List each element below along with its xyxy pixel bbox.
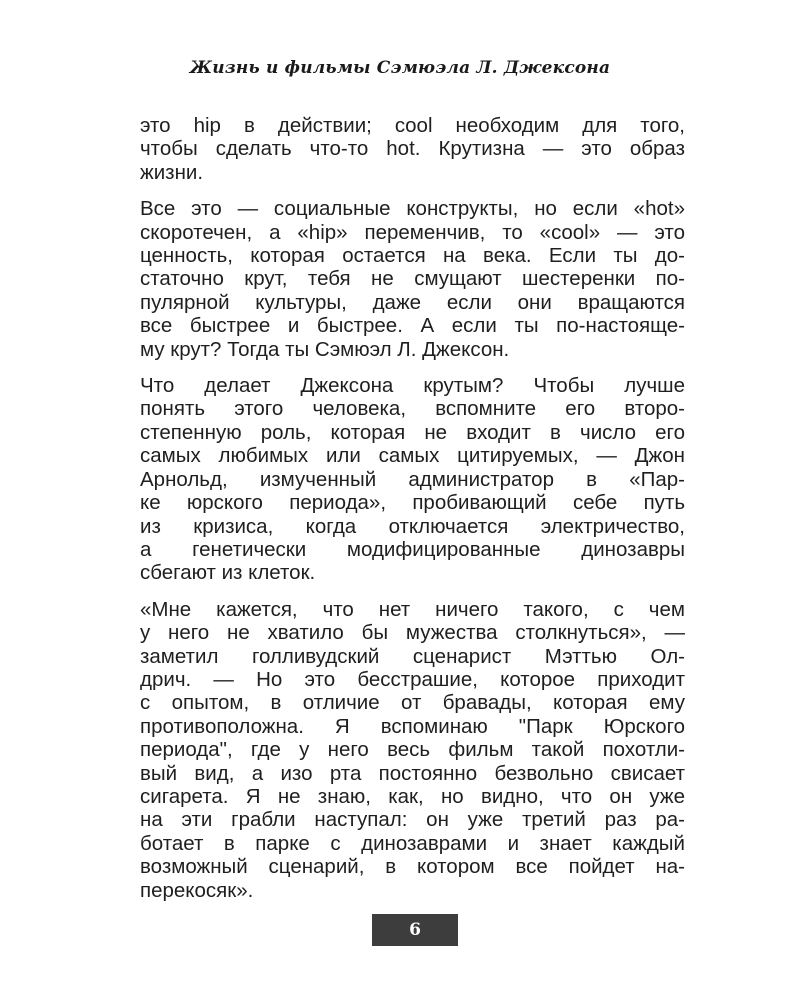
text-line: у него не хватило бы мужества столкнуться», —: [140, 621, 685, 645]
text-line: ценность, которая остается на века. Если ты до-: [140, 244, 685, 268]
text-line: Арнольд, измученный администратор в «Пар-: [140, 467, 685, 491]
text-line: «Мне кажется, что нет ничего такого, с чем: [140, 597, 685, 621]
text-line: пулярной культуры, даже если они вращаются: [140, 290, 685, 314]
text-line: сбегают из клеток.: [140, 561, 316, 585]
text-line: противоположна. Я вспоминаю "Парк Юрского: [140, 714, 685, 738]
text-line: жизни.: [140, 160, 204, 184]
page-number: 6: [372, 914, 458, 946]
text-line: все быстрее и быстрее. А если ты по-настояще-: [140, 314, 685, 338]
text-line: сигарета. Я не знаю, как, но видно, что он уже: [140, 784, 685, 808]
text-line: с опытом, в отличие от бравады, которая ему: [140, 691, 685, 715]
paragraph-1: [140, 114, 685, 184]
text-line: ботает в парке с динозаврами и знает каждый: [140, 831, 685, 855]
body-text: [140, 114, 685, 915]
paragraph-2: [140, 197, 685, 361]
text-line: чтобы сделать что-то hot. Крутизна — это образ: [140, 137, 685, 161]
text-line: дрич. — Но это бесстрашие, которое приходит: [140, 667, 685, 691]
text-line: Все это — социальные конструкты, но если «hot»: [140, 197, 685, 221]
text-line: статочно крут, тебя не смущают шестеренки по-: [140, 267, 685, 291]
text-line: это hip в действии; cool необходим для того,: [140, 114, 685, 137]
paragraph-4: [140, 598, 685, 902]
text-line: понять этого человека, вспомните его второ-: [140, 397, 685, 421]
text-line: ке юрского периода», пробивающий себе путь: [140, 491, 685, 515]
text-line: Что делает Джексона крутым? Чтобы лучше: [140, 374, 685, 398]
text-line: перекосяк».: [140, 878, 254, 902]
text-line: заметил голливудский сценарист Мэттью Ол-: [140, 644, 685, 668]
text-line: из кризиса, когда отключается электричество,: [140, 514, 685, 538]
paragraph-3: [140, 374, 685, 585]
text-line: а генетически модифицированные динозавры: [140, 537, 685, 561]
text-line: скоротечен, а «hip» переменчив, то «cool» — это: [140, 220, 685, 244]
text-line: степенную роль, которая не входит в число его: [140, 420, 685, 444]
text-line: му крут? Тогда ты Сэмюэл Л. Джексон.: [140, 337, 510, 361]
text-line: самых любимых или самых цитируемых, — Джон: [140, 444, 685, 468]
text-line: вый вид, а изо рта постоянно безвольно свисает: [140, 761, 685, 785]
running-head-title: Жизнь и фильмы Сэмюэла Л. Джексона: [189, 58, 611, 78]
text-line: на эти грабли наступал: он уже третий раз ра-: [140, 808, 685, 832]
text-line: периода", где у него весь фильм такой похотли-: [140, 738, 685, 762]
text-line: возможный сценарий, в котором все пойдет на-: [140, 855, 685, 879]
